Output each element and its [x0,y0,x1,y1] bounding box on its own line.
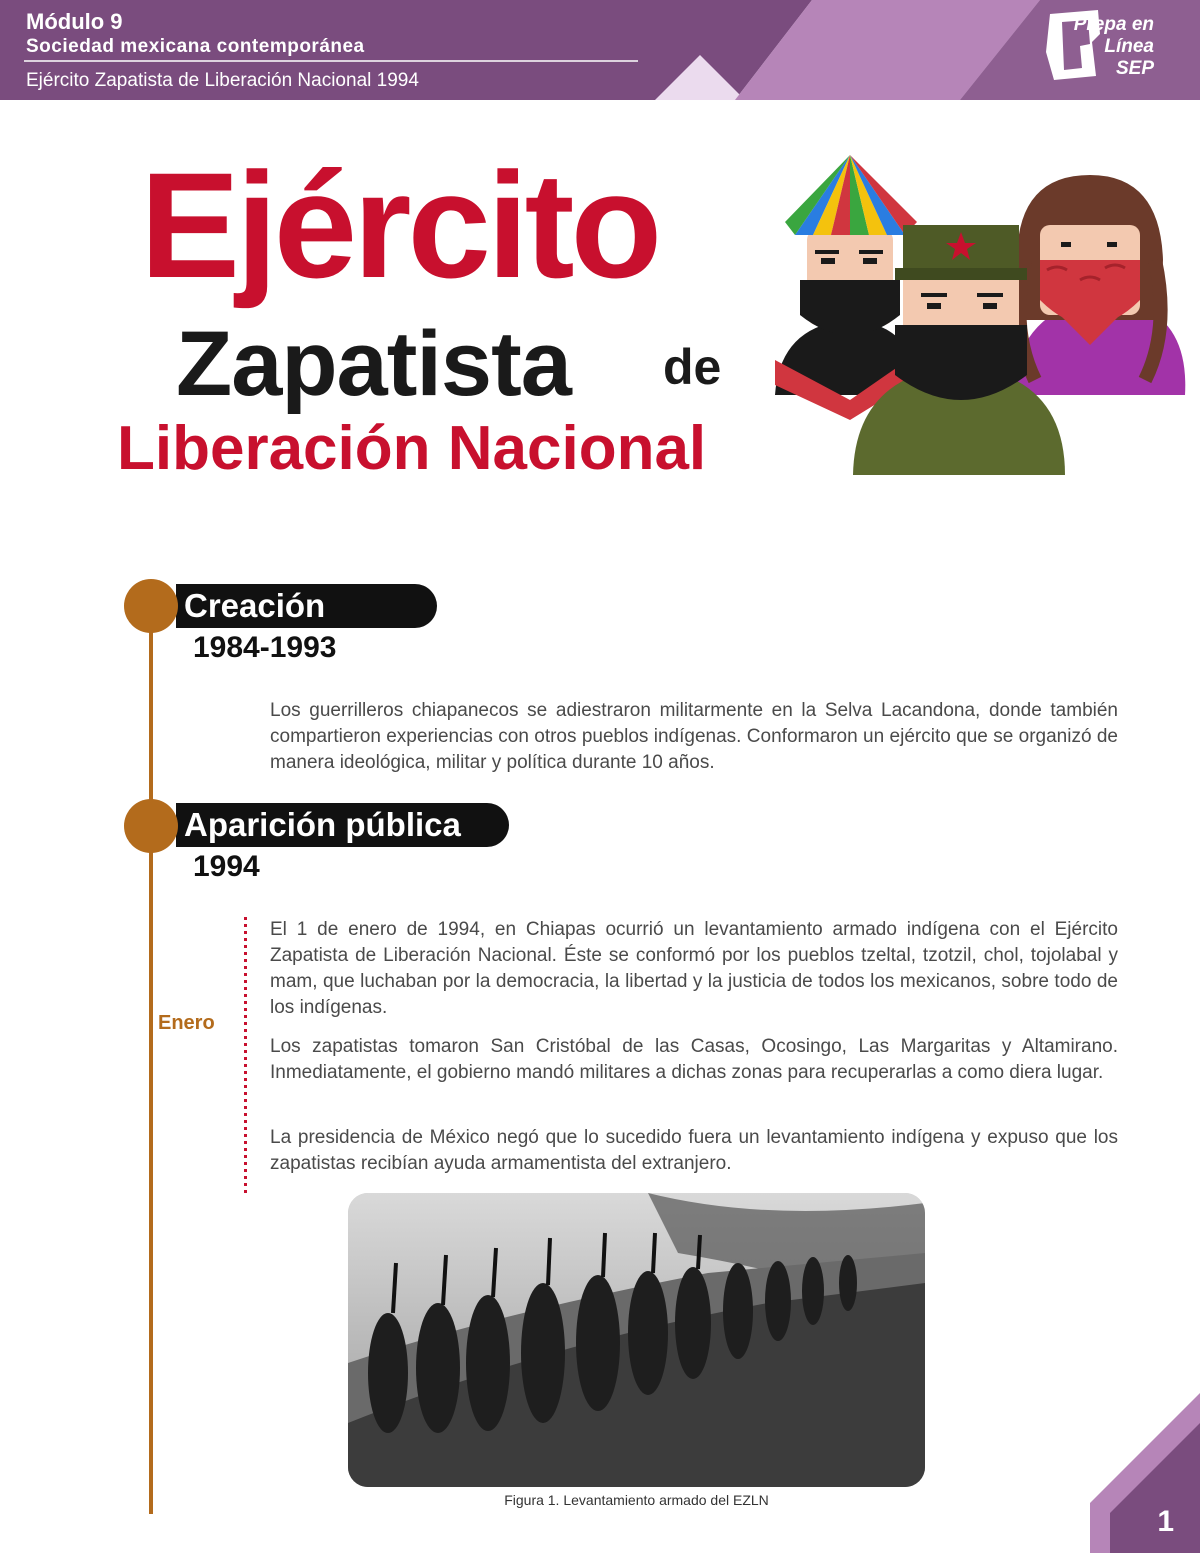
zapatistas-illustration [755,150,1195,485]
section-heading-creacion: Creación [176,584,437,628]
section-year: 1994 [193,850,260,883]
title-line-2-suffix: de [663,339,722,395]
timeline-dot [124,799,178,853]
paragraph-creacion: Los guerrilleros chiapanecos se adiestraron militarmente en la Selva Lacandona, donde también compartieron experiencias con otros pueblos indígenas. Conformaron un ejército que se organizó de manera ideológica, militar y política durante 10 años. [270,700,1118,773]
footer-corner-banner [1090,1393,1200,1553]
title-line-3: Liberación Nacional [117,414,707,483]
header-subtitle: Ejército Zapatista de Liberación Nacional 1994 [26,70,419,91]
paragraph-aparicion-1: El 1 de enero de 1994, en Chiapas ocurrió un levantamiento armado indígena con el Ejército Zapatista de Liberación Nacional. Éste se conformó por los pueblos tzeltal, tzotzil, chol, tojolabal y mam, que luchaban por la democracia, la libertad y la justicia de todos los mexicanos, sobre todo de los indígenas. [270,919,1118,1018]
photo-placeholder-icon [348,1193,925,1487]
logo-line-2: Línea [1104,36,1154,57]
month-label: Enero [158,1012,215,1034]
page-number: 1 [1157,1505,1174,1538]
timeline-line [149,606,153,1514]
section-heading-aparicion: Aparición pública [176,803,509,847]
course-name: Sociedad mexicana contemporánea [26,36,365,57]
zapatista-woman-figure [1010,175,1185,395]
figure-caption: Figura 1. Levantamiento armado del EZLN [504,1492,769,1508]
logo-line-3: SEP [1115,58,1154,79]
paragraph-aparicion-3: La presidencia de México negó que lo sucedido fuera un levantamiento indígena y expuso que los zapatistas recibían ayuda armamentista del extranjero. [270,1127,1118,1174]
title-line-1: Ejército [140,141,659,309]
zapatista-hat-figure [775,155,917,420]
dotted-divider [244,917,247,1195]
paragraph-aparicion-2: Los zapatistas tomaron San Cristóbal de las Casas, Ocosingo, Las Margaritas y Altamirano. Inmediatamente, el gobierno mandó militares a dichas zonas para recuperarlas a como diera lugar. [270,1036,1118,1083]
header-divider [24,60,638,62]
timeline-dot [124,579,178,633]
title-line-2: Zapatista [176,313,571,415]
logo-line-1: Prepa en [1073,14,1154,35]
ezln-march-photo [348,1193,925,1487]
module-number: Módulo 9 [26,9,123,34]
section-year: 1984-1993 [193,631,337,664]
prepa-en-linea-logo [1040,4,1160,86]
